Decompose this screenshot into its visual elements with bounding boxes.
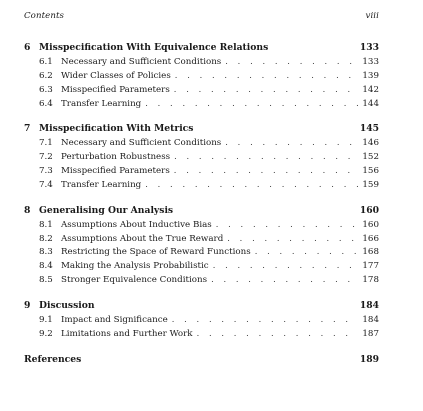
- section-page-number: 184: [362, 314, 379, 325]
- dot-leader: [225, 137, 358, 147]
- table-of-contents: [24, 42, 379, 368]
- dot-leader: [225, 56, 358, 66]
- chapter-page-number: 184: [359, 299, 379, 311]
- toc-section-entry[interactable]: [24, 137, 379, 151]
- chapter-page-number: 133: [359, 42, 379, 53]
- toc-chapter-entry[interactable]: [24, 205, 379, 219]
- chapter-number: 9: [24, 299, 31, 311]
- toc-chapter-entry[interactable]: [24, 123, 379, 137]
- section-number: 9.2: [39, 328, 53, 339]
- toc-chapter-7: [24, 123, 379, 204]
- toc-section-entry[interactable]: [24, 179, 379, 193]
- chapter-title: Misspecification With Equivalence Relations: [39, 42, 269, 53]
- section-number: 7.2: [39, 152, 53, 163]
- toc-chapter-entry[interactable]: [24, 42, 379, 56]
- section-page-number: 133: [362, 57, 379, 67]
- section-page-number: 166: [362, 233, 379, 244]
- toc-section-entry[interactable]: [24, 98, 379, 112]
- section-page-number: 142: [362, 84, 379, 95]
- section-number: 9.1: [39, 314, 53, 325]
- section-page-number: 139: [362, 70, 379, 81]
- toc-section-entry[interactable]: [24, 56, 379, 70]
- chapter-page-number: 160: [359, 204, 379, 216]
- toc-chapter-9: [24, 300, 379, 354]
- section-number: 8.1: [39, 219, 53, 230]
- dot-leader: [174, 151, 358, 161]
- section-title: Misspecified Parameters: [61, 84, 170, 95]
- section-page-number: 144: [362, 98, 379, 109]
- dot-leader: [172, 314, 359, 324]
- section-number: 8.3: [39, 247, 53, 258]
- section-title: Transfer Learning: [61, 98, 142, 109]
- toc-section-entry[interactable]: [24, 84, 379, 98]
- section-number: 7.1: [39, 138, 53, 149]
- section-title: Transfer Learning: [61, 179, 142, 190]
- chapter-spacer: [24, 342, 379, 354]
- chapter-title: Generalising Our Analysis: [39, 204, 174, 216]
- chapter-spacer: [24, 288, 379, 300]
- dot-leader: [255, 246, 359, 256]
- chapter-page-number: 145: [359, 123, 379, 135]
- section-title: Misspecified Parameters: [61, 166, 170, 177]
- chapter-number: 7: [24, 123, 31, 135]
- section-number: 8.2: [39, 233, 53, 244]
- section-page-number: 146: [362, 138, 379, 149]
- chapter-spacer: [24, 111, 379, 123]
- section-page-number: 177: [362, 261, 379, 272]
- section-page-number: 178: [362, 275, 379, 286]
- toc-section-entry[interactable]: [24, 219, 379, 233]
- section-title: Assumptions About Inductive Bias: [61, 219, 212, 230]
- chapter-spacer: [24, 193, 379, 205]
- toc-section-entry[interactable]: [24, 274, 379, 288]
- dot-leader: [197, 328, 359, 338]
- chapter-title: Discussion: [39, 299, 95, 311]
- section-number: 7.3: [39, 166, 53, 177]
- section-number: 7.4: [39, 179, 53, 190]
- section-title: Restricting the Space of Reward Functions: [61, 247, 251, 258]
- toc-section-entry[interactable]: [24, 260, 379, 274]
- toc-section-entry[interactable]: [24, 328, 379, 342]
- section-number: 6.2: [39, 70, 53, 81]
- section-title: Necessary and Sufficient Conditions: [61, 138, 222, 149]
- section-title: Necessary and Sufficient Conditions: [61, 57, 222, 67]
- section-title: Stronger Equivalence Conditions: [61, 275, 208, 286]
- dot-leader: [211, 274, 358, 284]
- toc-section-entry[interactable]: [24, 165, 379, 179]
- dot-leader: [216, 219, 359, 229]
- section-title: Assumptions About the True Reward: [61, 233, 224, 244]
- dot-leader: [175, 70, 359, 80]
- dot-leader: [174, 165, 359, 175]
- section-title: Impact and Significance: [61, 314, 168, 325]
- dot-leader: [227, 233, 358, 243]
- toc-chapter-entry[interactable]: [24, 300, 379, 314]
- section-title: Limitations and Further Work: [61, 328, 193, 339]
- toc-section-entry[interactable]: [24, 233, 379, 247]
- section-page-number: 187: [362, 328, 379, 339]
- dot-leader: [174, 84, 359, 94]
- toc-chapter-8: [24, 205, 379, 300]
- dot-leader: [145, 179, 358, 189]
- section-title: Making the Analysis Probabilistic: [61, 261, 209, 272]
- chapter-title: Misspecification With Metrics: [39, 123, 194, 135]
- references-title: References: [24, 353, 82, 365]
- section-title: Perturbation Robustness: [61, 152, 171, 163]
- chapter-number: 6: [24, 42, 31, 53]
- dot-leader: [213, 260, 359, 270]
- toc-references-entry[interactable]: [24, 354, 379, 368]
- toc-chapter-6: [24, 42, 379, 123]
- section-page-number: 156: [362, 166, 379, 177]
- running-header-page-number: viii: [365, 11, 379, 21]
- section-page-number: 168: [362, 247, 379, 258]
- toc-section-entry[interactable]: [24, 246, 379, 260]
- chapter-number: 8: [24, 204, 31, 216]
- section-number: 8.5: [39, 275, 53, 286]
- section-title: Wider Classes of Policies: [61, 70, 171, 81]
- running-header: [24, 11, 379, 23]
- section-number: 6.1: [39, 57, 53, 67]
- toc-section-entry[interactable]: [24, 314, 379, 328]
- toc-section-entry[interactable]: [24, 151, 379, 165]
- section-number: 6.3: [39, 84, 53, 95]
- dot-leader: [145, 98, 358, 108]
- section-page-number: 160: [362, 219, 379, 230]
- section-number: 6.4: [39, 98, 53, 109]
- section-page-number: 159: [362, 179, 379, 190]
- running-header-title: Contents: [24, 11, 65, 21]
- section-page-number: 152: [362, 152, 379, 163]
- section-number: 8.4: [39, 261, 53, 272]
- references-page-number: 189: [359, 353, 379, 365]
- toc-section-entry[interactable]: [24, 70, 379, 84]
